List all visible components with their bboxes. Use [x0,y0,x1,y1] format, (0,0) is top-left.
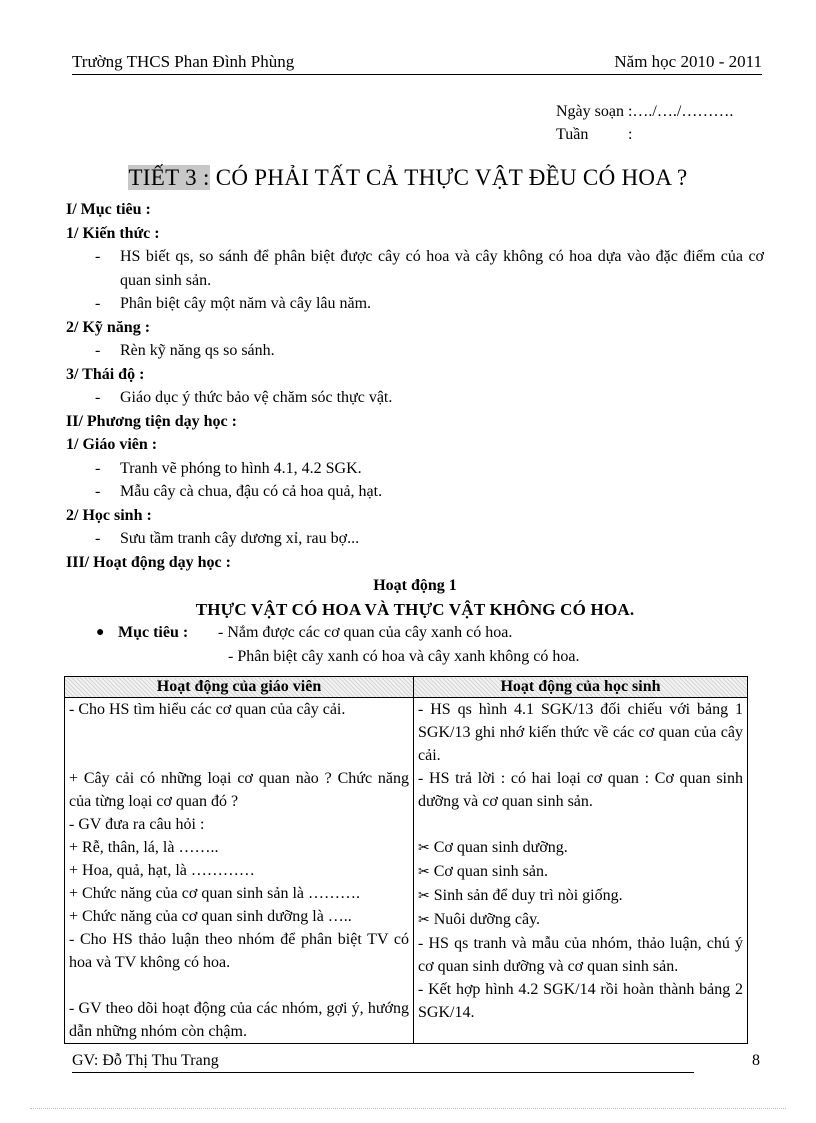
tuan-value: : [628,126,633,143]
student-activity-cell: - HS qs hình 4.1 SGK/13 đối chiếu với bảng 1 SGK/13 ghi nhớ kiến thức về các cơ quan của cây cải. - HS trả lời : có hai loại cơ quan : Cơ quan sinh dưỡng và cơ quan sinh sản. ✂ Cơ quan sinh dưỡng. ✂ Cơ quan sinh sản. ✂ Sinh sản để duy trì nòi giống. ✂ Nuôi dưỡng cây. - HS qs tranh và mẫu của nhóm, thảo luận, chú ý cơ quan sinh dưỡng và cơ quan sinh sản. - Kết hợp hình 4.2 SGK/14 rồi hoàn thành bảng 2 SGK/14. [414,698,748,1044]
section-resources-heading: II/ Phương tiện dạy học : [66,412,237,430]
list-item: - Tranh vẽ phóng to hình 4.1, 4.2 SGK. [95,459,362,477]
tuan-label: Tuần [556,126,589,143]
teacher-activity-cell: - Cho HS tìm hiểu các cơ quan của cây cải. + Cây cải có những loại cơ quan nào ? Chức năng của từng loại cơ quan đó ? - GV đưa ra câu hỏi : + Rễ, thân, lá, là …….. + Hoa, quả, hạt, là ………… + Chức năng của cơ quan sinh sản là ………. + Chức năng của cơ quan sinh dưỡng là ….. - Cho HS thảo luận theo nhóm để phân biệt TV có hoa và TV không có hoa. - GV theo dõi hoạt động của các nhóm, gợi ý, hướng dẫn những nhóm còn chậm. [65,698,414,1044]
lesson-title [0,165,816,191]
attitude-heading: 3/ Thái độ : [66,365,145,383]
objective-item: - Nắm được các cơ quan của cây xanh có hoa. [218,624,513,641]
lesson-title-text: CÓ PHẢI TẤT CẢ THỰC VẬT ĐỀU CÓ HOA ? [209,165,688,190]
scissors-icon: ✂ [418,912,430,928]
tuan-line [556,123,733,146]
scissors-icon: ✂ [418,888,430,904]
page-divider [30,1108,786,1109]
scissors-icon: ✂ [418,840,430,856]
activity-objective [66,621,764,668]
school-name: Trường THCS Phan Đình Phùng [72,52,295,71]
lesson-number: TIẾT 3 : [128,165,210,190]
school-year: Năm học 2010 - 2011 [614,52,762,71]
student-column-header: Hoạt động của học sinh [414,677,748,698]
list-item: - Phân biệt cây một năm và cây lâu năm. [95,295,372,312]
bullet-dot-icon: ● [96,625,105,640]
table-row [65,698,748,1044]
ngay-soan: Ngày soạn :…./…./………. [556,103,734,120]
objective-item: - Phân biệt cây xanh có hoa và cây xanh không có hoa. [228,647,580,665]
teacher-heading: 1/ Giáo viên : [66,436,158,453]
scissors-icon: ✂ [418,864,430,880]
list-item: - Giáo dục ý thức bảo vệ chăm sóc thực vật. [95,389,393,406]
list-item: - Sưu tầm tranh cây dương xỉ, rau bợ... [95,530,360,547]
activity-subtitle: THỰC VẬT CÓ HOA VÀ THỰC VẬT KHÔNG CÓ HOA. [195,599,635,619]
student-heading: 2/ Học sinh : [66,506,152,524]
page-header [72,52,762,75]
page-number: 8 [752,1052,760,1069]
lesson-content [66,198,764,668]
activity-table [64,676,748,1044]
skill-heading: 2/ Kỹ năng : [66,318,151,336]
knowledge-heading: 1/ Kiến thức : [66,224,160,242]
teacher-column-header: Hoạt động của giáo viên [65,677,414,698]
section-objectives-heading: I/ Mục tiêu : [66,201,151,218]
lesson-meta [556,100,733,146]
list-item: - Mẫu cây cà chua, đậu có cả hoa quả, hạt. [95,483,383,500]
table-header-row [65,677,748,698]
teacher-name: GV: Đỗ Thị Thu Trang [72,1052,694,1073]
objective-label: Mục tiêu : [118,624,189,641]
list-item: - Rèn kỹ năng qs so sánh. [95,342,275,359]
section-activities-heading: III/ Hoạt động dạy học : [66,553,231,571]
activity-title: Hoạt động 1 [373,577,457,594]
list-item: - HS biết qs, so sánh để phân biệt được cây có hoa và cây không có hoa dựa vào đặc điểm của cơ quan sinh sản. [95,248,764,289]
